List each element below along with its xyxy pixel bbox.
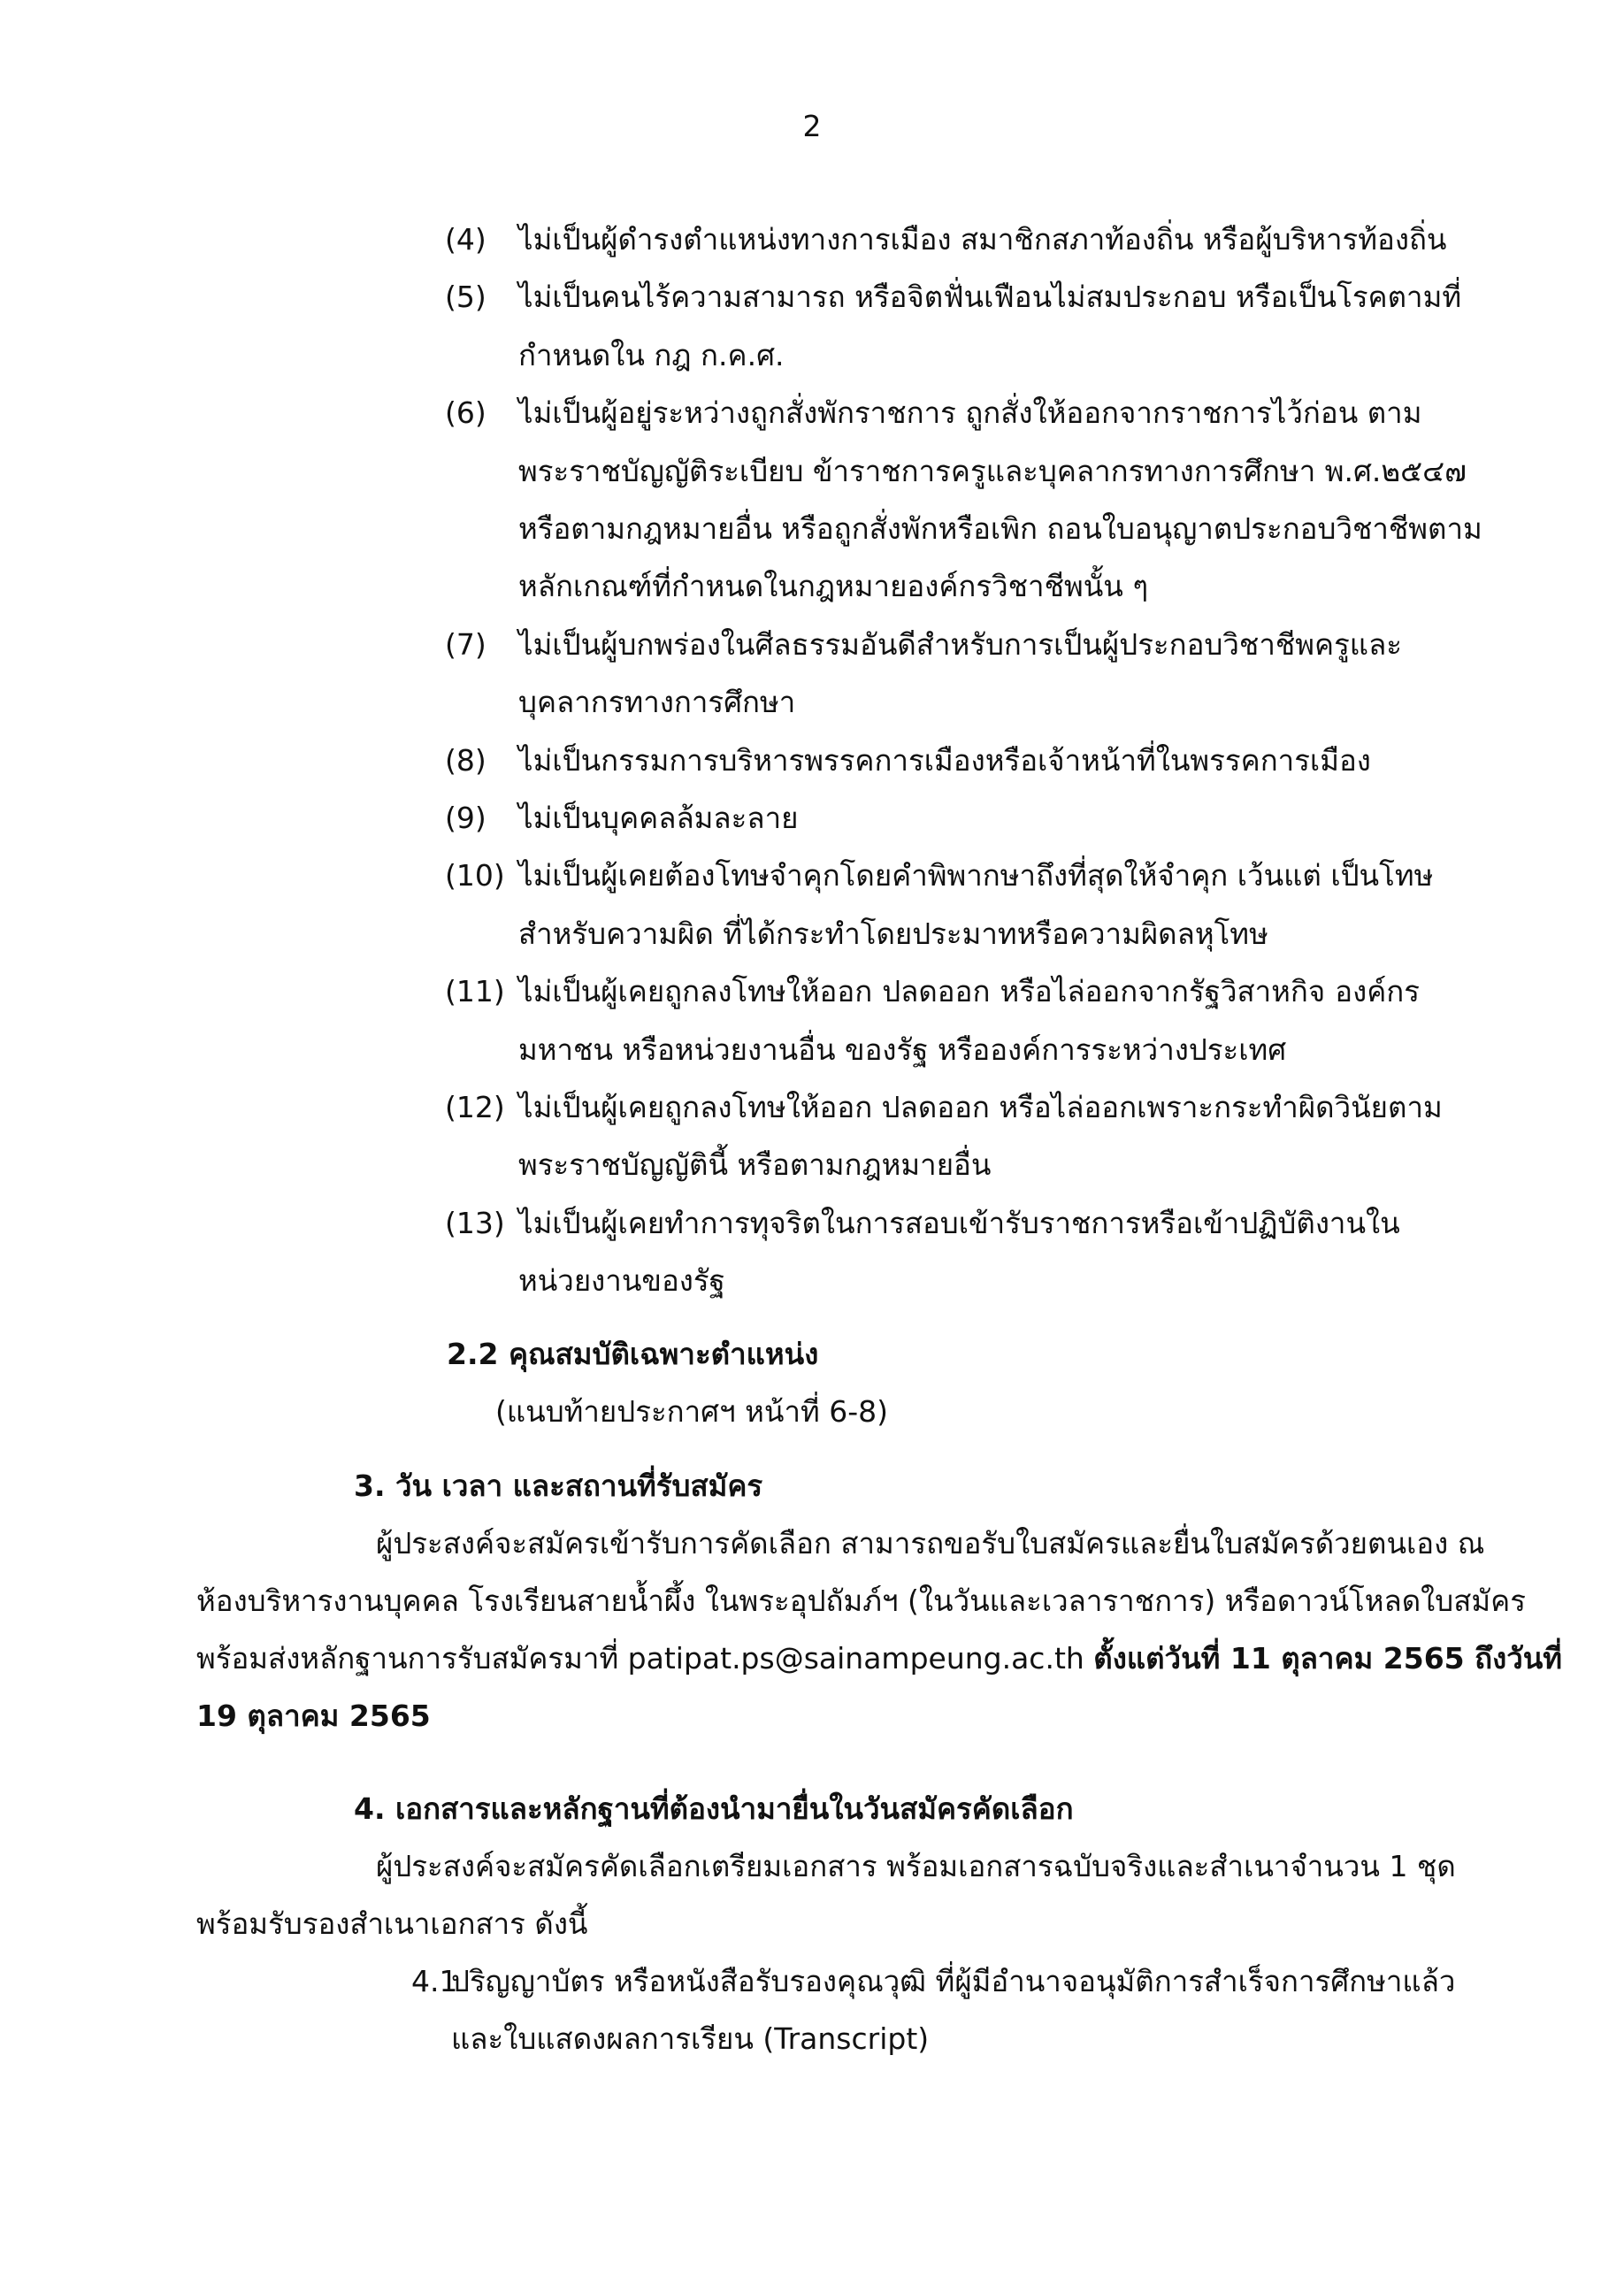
list-item-text-line: ไม่เป็นผู้เคยถูกลงโทษให้ออก ปลดออก หรือไล่ออกจากรัฐวิสาหกิจ องค์กร bbox=[518, 974, 1420, 1009]
section-4-paragraph-line-2: พร้อมรับรองสำเนาเอกสาร ดังนี้ bbox=[196, 1906, 588, 1941]
list-item-number: (4) bbox=[445, 222, 486, 257]
list-item-text-line: พระราชบัญญัตินี้ หรือตามกฎหมายอื่น bbox=[518, 1147, 992, 1183]
list-item-text-line: สำหรับความผิด ที่ได้กระทำโดยประมาทหรือความผิดลหุโทษ bbox=[518, 916, 1268, 951]
list-item-text-line: ไม่เป็นผู้เคยถูกลงโทษให้ออก ปลดออก หรือไล่ออกเพราะกระทำผิดวินัยตาม bbox=[518, 1090, 1443, 1124]
list-item-number: (8) bbox=[445, 742, 486, 778]
list-item-text-line: หน่วยงานของรัฐ bbox=[518, 1263, 725, 1299]
section-3-email-text: พร้อมส่งหลักฐานการรับสมัครมาที่ patipat.ps@sainampeung.ac.th bbox=[196, 1641, 1094, 1676]
list-item-text-line: ไม่เป็นบุคคลล้มละลาย bbox=[518, 801, 799, 835]
section-3-paragraph-line-3 bbox=[196, 1630, 1563, 1688]
section-4-item-line-2: และใบแสดงผลการเรียน (Transcript) bbox=[451, 2021, 930, 2056]
section-4-paragraph-line-1: ผู้ประสงค์จะสมัครคัดเลือกเตรียมเอกสาร พร้อมเอกสารฉบับจริงและสำเนาจำนวน 1 ชุด bbox=[376, 1849, 1456, 1883]
list-item-text-line: หลักเกณฑ์ที่กำหนดในกฎหมายองค์กรวิชาชีพนั้น ๆ bbox=[518, 569, 1149, 604]
list-item-text-line: ไม่เป็นผู้ดำรงตำแหน่งทางการเมือง สมาชิกสภาท้องถิ่น หรือผู้บริหารท้องถิ่น bbox=[518, 222, 1447, 257]
list-item-number: (11) bbox=[445, 974, 505, 1009]
section-3-date-range-start: ตั้งแต่วันที่ 11 ตุลาคม 2565 ถึงวันที่ bbox=[1093, 1641, 1563, 1676]
section-4-item-number: 4.1 bbox=[411, 1964, 458, 1998]
section-2-2-heading: 2.2 คุณสมบัติเฉพาะตำแหน่ง bbox=[447, 1337, 819, 1371]
section-3-paragraph-line-2: ห้องบริหารงานบุคคล โรงเรียนสายน้ำผึ้ง ในพระอุปถัมภ์ฯ (ในวันและเวลาราชการ) หรือดาวน์โหลดใบสมัคร bbox=[196, 1584, 1526, 1618]
list-item-text-line: หรือตามกฎหมายอื่น หรือถูกสั่งพักหรือเพิก ถอนใบอนุญาตประกอบวิชาชีพตาม bbox=[518, 511, 1482, 546]
list-item-text-line: บุคลากรทางการศึกษา bbox=[518, 685, 796, 720]
list-item-number: (9) bbox=[445, 801, 486, 835]
section-2-2-note: (แนบท้ายประกาศฯ หน้าที่ 6-8) bbox=[495, 1394, 889, 1429]
list-item-number: (12) bbox=[445, 1090, 505, 1124]
section-4-item-line-1: ปริญญาบัตร หรือหนังสือรับรองคุณวุฒิ ที่ผู้มีอำนาจอนุมัติการสำเร็จการศึกษาแล้ว bbox=[451, 1964, 1456, 1998]
list-item-text-line: กำหนดใน กฎ ก.ค.ศ. bbox=[518, 337, 785, 372]
section-4-heading: 4. เอกสารและหลักฐานที่ต้องนำมายื่นในวันสมัครคัดเลือก bbox=[354, 1791, 1074, 1826]
list-item-number: (13) bbox=[445, 1205, 505, 1240]
list-item-text-line: ไม่เป็นผู้บกพร่องในศีลธรรมอันดีสำหรับการเป็นผู้ประกอบวิชาชีพครูและ bbox=[518, 626, 1403, 662]
list-item-text-line: ไม่เป็นผู้อยู่ระหว่างถูกสั่งพักราชการ ถูกสั่งให้ออกจากราชการไว้ก่อน ตาม bbox=[518, 395, 1422, 431]
page-number: 2 bbox=[802, 109, 822, 143]
section-3-heading: 3. วัน เวลา และสถานที่รับสมัคร bbox=[354, 1469, 763, 1503]
list-item-number: (10) bbox=[445, 858, 505, 893]
list-item-number: (5) bbox=[445, 280, 486, 315]
list-item-text-line: มหาชน หรือหน่วยงานอื่น ของรัฐ หรือองค์การระหว่างประเทศ bbox=[518, 1031, 1287, 1067]
list-item-number: (7) bbox=[445, 626, 486, 662]
list-item-text-line: พระราชบัญญัติระเบียบ ข้าราชการครูและบุคลากรทางการศึกษา พ.ศ.๒๕๔๗ bbox=[518, 453, 1467, 488]
list-item-text-line: ไม่เป็นคนไร้ความสามารถ หรือจิตฟั่นเฟือนไม่สมประกอบ หรือเป็นโรคตามที่ bbox=[518, 280, 1462, 315]
list-item-text-line: ไม่เป็นผู้เคยทำการทุจริตในการสอบเข้ารับราชการหรือเข้าปฏิบัติงานใน bbox=[518, 1205, 1400, 1240]
list-item-text-line: ไม่เป็นผู้เคยต้องโทษจำคุกโดยคำพิพากษาถึงที่สุดให้จำคุก เว้นแต่ เป็นโทษ bbox=[518, 858, 1434, 893]
section-3-paragraph-line-1: ผู้ประสงค์จะสมัครเข้ารับการคัดเลือก สามารถขอรับใบสมัครและยื่นใบสมัครด้วยตนเอง ณ bbox=[376, 1526, 1485, 1561]
list-item-number: (6) bbox=[445, 395, 486, 431]
list-item-text-line: ไม่เป็นกรรมการบริหารพรรคการเมืองหรือเจ้าหน้าที่ในพรรคการเมือง bbox=[518, 742, 1371, 778]
section-3-date-range-end: 19 ตุลาคม 2565 bbox=[196, 1699, 431, 1733]
